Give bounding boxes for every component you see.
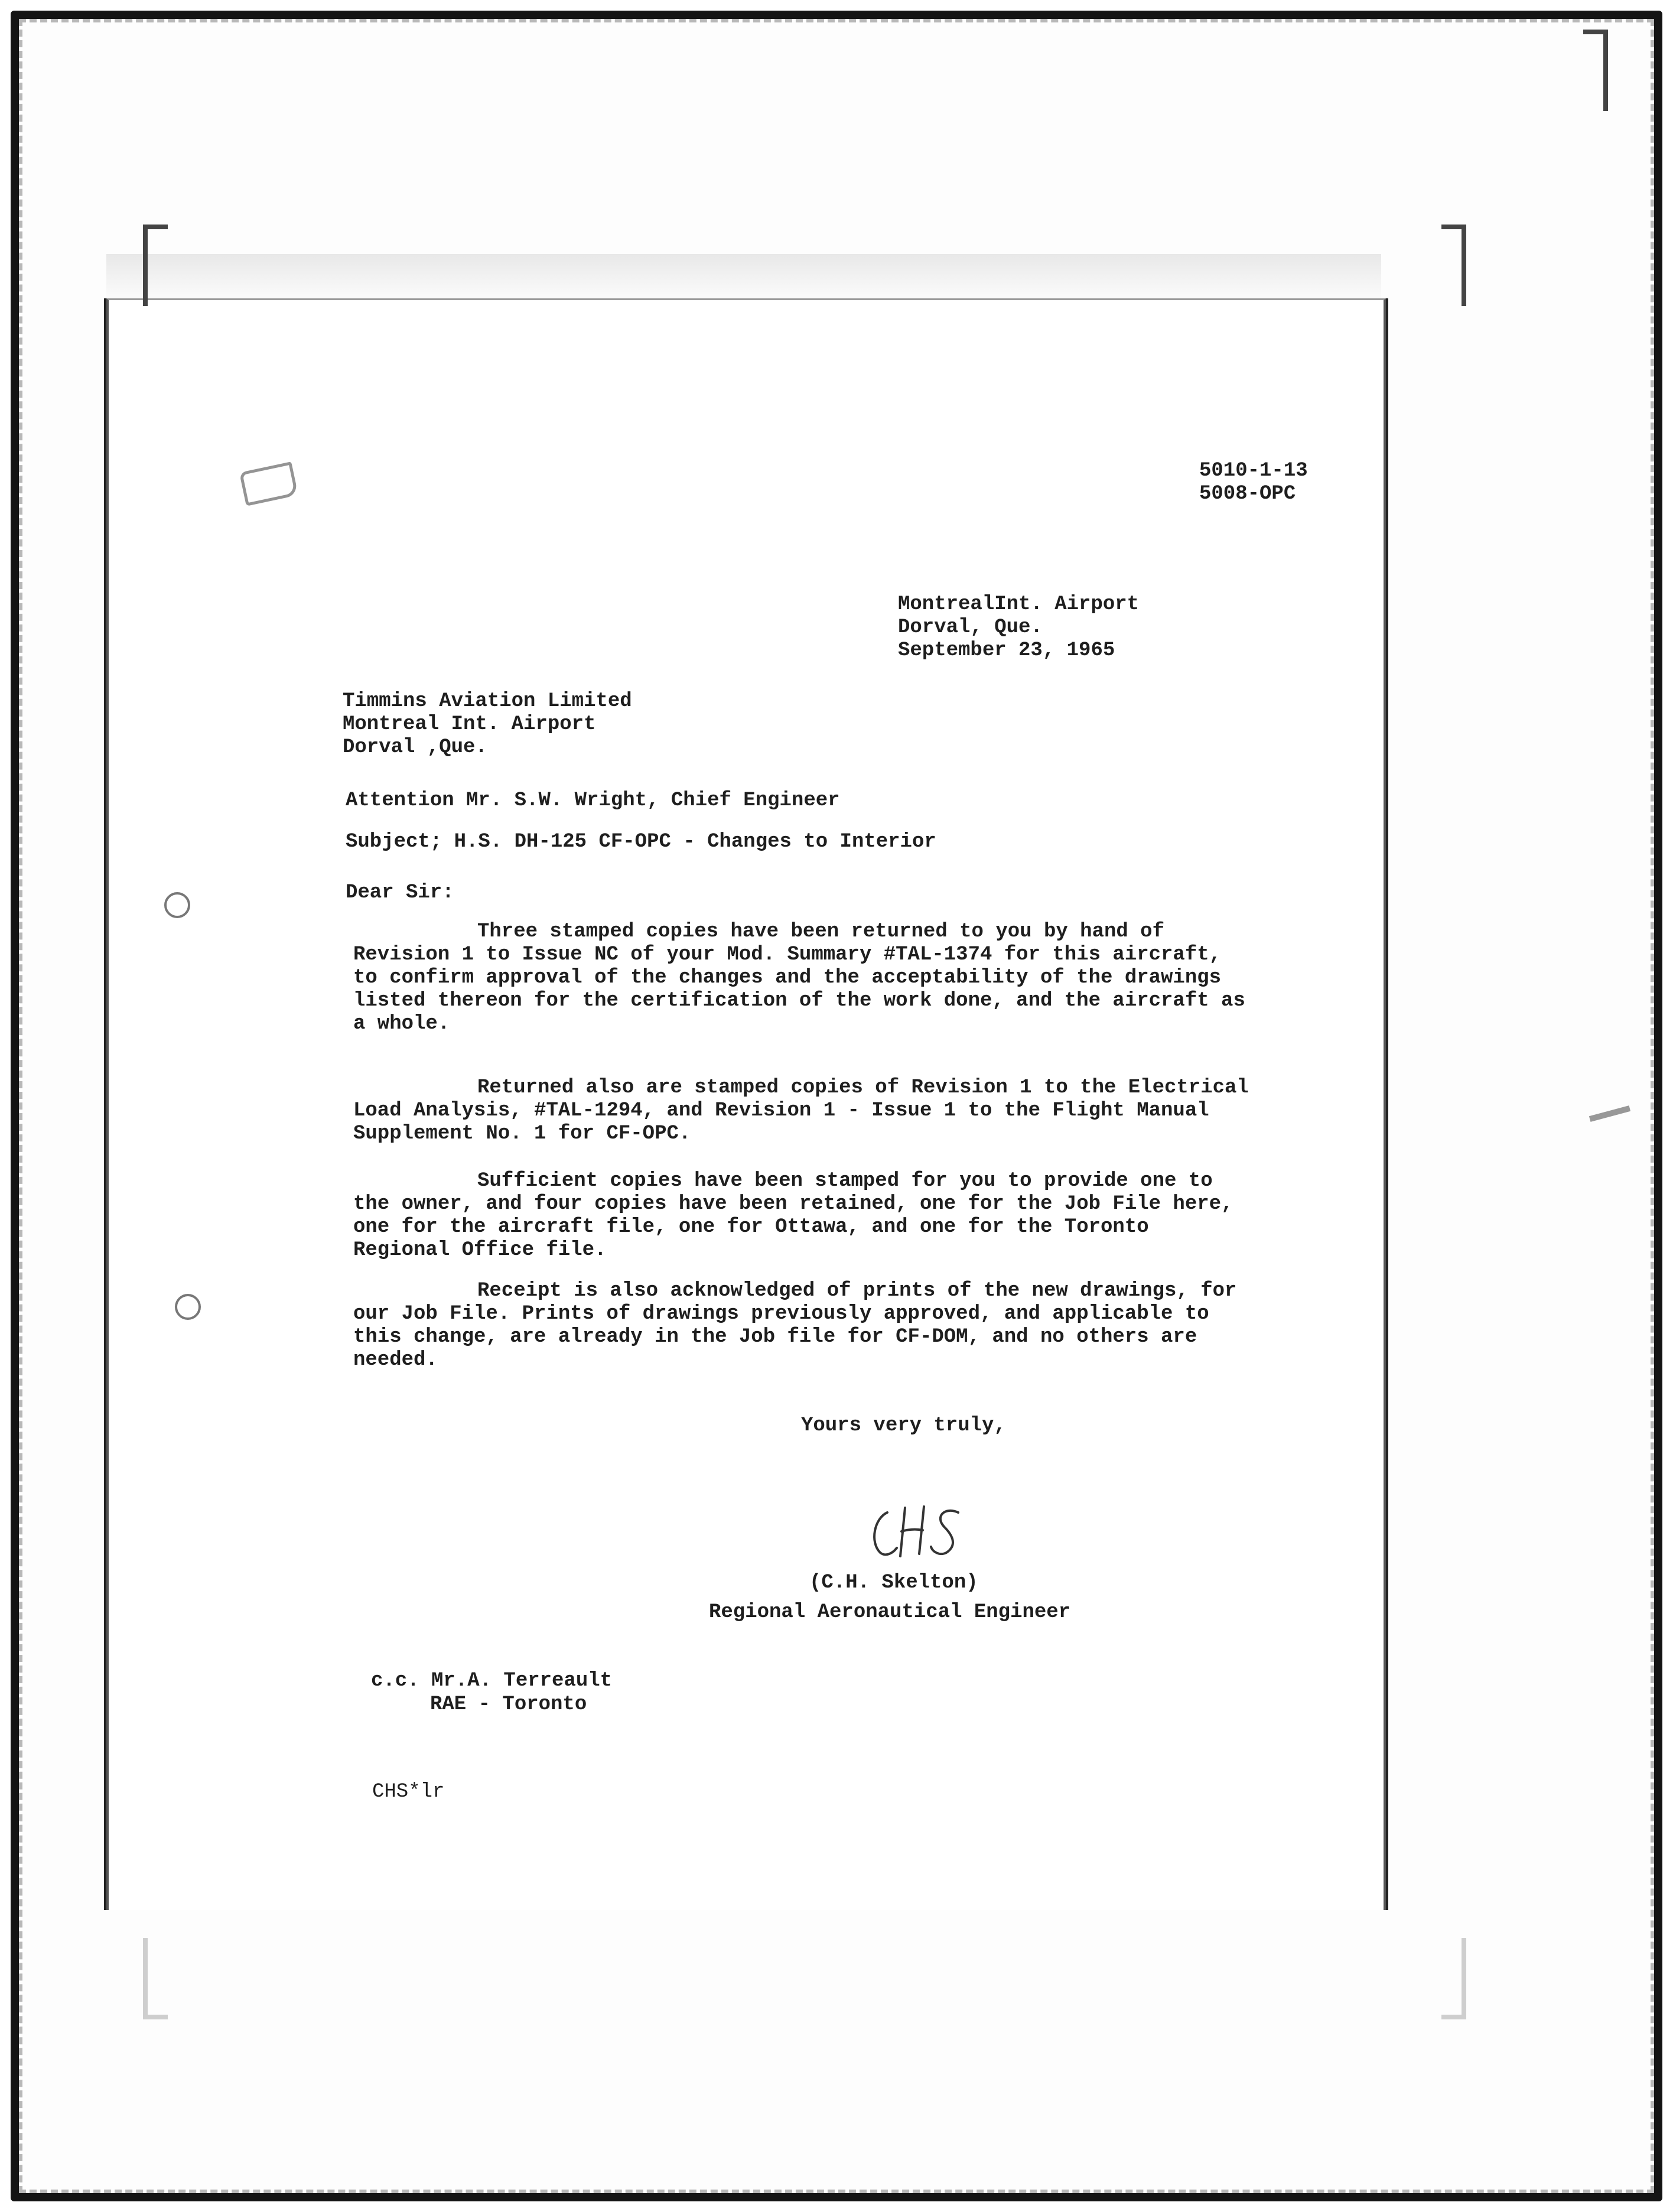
body-paragraph: Three stamped copies have been returned to you by hand of Revision 1 to Issue NC of your Mod. Summary #TAL-1374 for this aircraft, to confirm approval of the changes and the acceptability of the drawings listed thereon for the certification of the work done, and the aircraft as a whole. xyxy=(353,920,1245,1035)
crop-mark-outer-top-right xyxy=(1583,30,1608,111)
sender-address xyxy=(898,593,1139,662)
punch-hole-upper xyxy=(164,892,190,918)
file-ref-line: 5008-OPC xyxy=(1199,483,1296,505)
recipient-line: Dorval ,Que. xyxy=(343,736,487,759)
sender-line: Dorval, Que. xyxy=(898,616,1043,639)
crop-mark-bottom-left xyxy=(143,1938,168,2019)
body-paragraph: Returned also are stamped copies of Revision 1 to the Electrical Load Analysis, #TAL-1294, and Revision 1 - Issue 1 to the Flight Manual Supplement No. 1 for CF-OPC. xyxy=(353,1076,1249,1145)
subject-line: Subject; H.S. DH-125 CF-OPC - Changes to Interior xyxy=(346,831,936,853)
file-ref-line: 5010-1-13 xyxy=(1199,460,1308,482)
cc-line: c.c. Mr.A. Terreault xyxy=(371,1670,613,1692)
signatory-name: (C.H. Skelton) xyxy=(809,1572,978,1594)
crop-mark-top-right xyxy=(1441,225,1466,306)
recipient-line: Montreal Int. Airport xyxy=(343,713,596,736)
recipient-address xyxy=(343,690,632,759)
signatory-title: Regional Aeronautical Engineer xyxy=(709,1601,1071,1624)
body-paragraph: Sufficient copies have been stamped for you to provide one to the owner, and four copies have been retained, one for the Job File here, one for the aircraft file, one for Ottawa, and one for the Toronto Regional Office file. xyxy=(353,1170,1233,1261)
crop-mark-top-left xyxy=(143,225,168,306)
letter-date: September 23, 1965 xyxy=(898,639,1115,662)
cc-line: RAE - Toronto xyxy=(430,1693,587,1716)
sender-line: MontrealInt. Airport xyxy=(898,593,1140,616)
crop-mark-bottom-right xyxy=(1441,1938,1466,2019)
file-reference xyxy=(1199,460,1308,506)
typist-initials: CHS*lr xyxy=(372,1781,445,1803)
recipient-line: Timmins Aviation Limited xyxy=(343,690,632,713)
handwritten-signature xyxy=(862,1495,981,1566)
salutation: Dear Sir: xyxy=(346,881,454,904)
punch-hole-lower xyxy=(175,1294,201,1320)
attention-line: Attention Mr. S.W. Wright, Chief Engineer xyxy=(346,789,840,812)
body-paragraph: Receipt is also acknowledged of prints of the new drawings, for our Job File. Prints of drawings previously approved, and applicable to this change, are already in the Job file for CF-DOM, and no others are needed. xyxy=(353,1280,1237,1371)
closing: Yours very truly, xyxy=(801,1414,1006,1437)
